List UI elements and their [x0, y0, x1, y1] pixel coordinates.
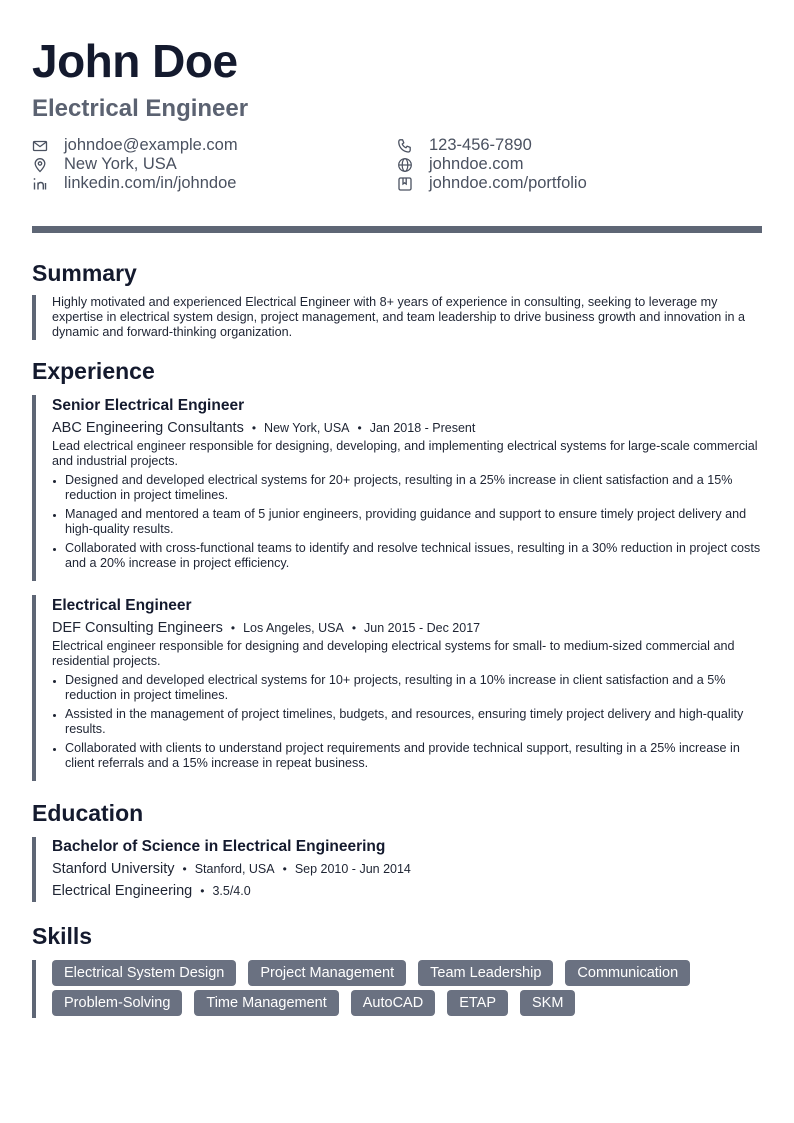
skill-tag: Problem-Solving [52, 990, 182, 1016]
separator-dot: • [351, 621, 357, 635]
achievement-item: Designed and developed electrical systems for 20+ projects, resulting in a 25% increase in client satisfaction and a 15% reduction in project timelines. [52, 473, 762, 503]
mail-icon [32, 138, 48, 154]
contact-location [32, 155, 397, 174]
summary-text: Highly motivated and experienced Electrical Engineer with 8+ years of experience in consulting, seeking to leverage my expertise in electrical system design, project management, and team leadership to drive business growth and innovation in a dynamic and forward-thinking organization. [52, 295, 746, 339]
job-entry [32, 395, 762, 581]
contact-website[interactable] [397, 155, 762, 174]
candidate-name: John Doe [32, 35, 238, 87]
contact-text: johndoe.com [429, 155, 524, 173]
skill-tag: SKM [520, 990, 575, 1016]
candidate-role: Electrical Engineer [32, 95, 249, 122]
separator-dot: • [282, 862, 287, 876]
contact-email[interactable] [32, 136, 397, 155]
job-location: Los Angeles, USA [243, 621, 344, 635]
separator-dot: • [251, 421, 257, 435]
job-description: Lead electrical engineer responsible for designing, developing, and implementing electrical systems for large-scale commercial and industrial projects. [52, 439, 758, 468]
portfolio-icon [397, 176, 413, 192]
contact-text: 123-456-7890 [429, 136, 532, 154]
contact-phone[interactable] [397, 136, 762, 155]
experience-section [32, 357, 762, 781]
job-meta [52, 419, 762, 437]
resume-page [32, 34, 762, 1018]
contact-text: johndoe@example.com [64, 136, 238, 154]
achievement-item: Collaborated with clients to understand project requirements and provide technical support, resulting in a 25% increase in client referrals and a 15% increase in repeat business. [52, 741, 762, 771]
achievement-item: Managed and mentored a team of 5 junior engineers, providing guidance and support to ensure timely project delivery and high-quality results. [52, 507, 762, 537]
job-dates: Jan 2018 - Present [369, 421, 476, 435]
achievement-item: Assisted in the management of project timelines, budgets, and resources, ensuring timely project delivery and high-quality results. [52, 707, 762, 737]
separator-dot: • [182, 862, 187, 876]
skills-list [52, 960, 752, 1018]
contact-linkedin[interactable] [32, 174, 397, 193]
skills-section [32, 922, 762, 1018]
education-section [32, 799, 762, 902]
job-location: New York, USA [264, 421, 350, 435]
separator-dot: • [357, 421, 362, 435]
linkedin-icon [32, 176, 48, 192]
school-location: Stanford, USA [194, 862, 275, 876]
section-title: Education [32, 800, 144, 826]
skill-tag: Team Leadership [418, 960, 553, 986]
gpa: 3.5/4.0 [212, 884, 251, 898]
skill-tag: ETAP [447, 990, 508, 1016]
summary-block [32, 295, 762, 340]
school-name: Stanford University [52, 861, 175, 877]
skills-block [32, 960, 762, 1018]
education-entry [32, 837, 762, 902]
job-achievements [52, 473, 762, 571]
separator-dot: • [230, 621, 236, 635]
job-title: Electrical Engineer [52, 597, 192, 614]
skill-tag: Project Management [248, 960, 406, 986]
skill-tag: AutoCAD [351, 990, 435, 1016]
contact-text: linkedin.com/in/johndoe [64, 174, 237, 192]
education-meta [52, 860, 762, 878]
company-name: ABC Engineering Consultants [52, 420, 244, 436]
contact-portfolio[interactable] [397, 174, 762, 193]
job-dates: Jun 2015 - Dec 2017 [364, 621, 481, 635]
education-field-row [52, 882, 762, 900]
contact-text: johndoe.com/portfolio [429, 174, 587, 192]
degree-title: Bachelor of Science in Electrical Engineering [52, 838, 386, 855]
section-title: Skills [32, 923, 93, 949]
header-divider [32, 226, 762, 233]
separator-dot: • [200, 884, 205, 898]
phone-icon [397, 138, 413, 154]
job-meta [52, 619, 762, 637]
section-title: Experience [32, 358, 155, 384]
skill-tag: Electrical System Design [52, 960, 236, 986]
job-achievements [52, 673, 762, 771]
contact-text: New York, USA [64, 155, 177, 173]
summary-section [32, 259, 762, 340]
contact-list [32, 136, 762, 193]
education-dates: Sep 2010 - Jun 2014 [294, 862, 411, 876]
globe-icon [397, 157, 413, 173]
job-title: Senior Electrical Engineer [52, 397, 245, 414]
achievement-item: Collaborated with cross-functional teams to identify and resolve technical issues, resulting in a 30% reduction in project costs and a 20% increase in project efficiency. [52, 541, 762, 571]
section-title: Summary [32, 260, 137, 286]
job-description: Electrical engineer responsible for designing and developing electrical systems for small- to medium-sized commercial and residential projects. [52, 639, 735, 668]
achievement-item: Designed and developed electrical systems for 10+ projects, resulting in a 10% increase in client satisfaction and a 5% reduction in project timelines. [52, 673, 762, 703]
location-pin-icon [32, 157, 48, 173]
job-entry [32, 595, 762, 781]
company-name: DEF Consulting Engineers [52, 620, 223, 636]
field-of-study: Electrical Engineering [52, 883, 193, 899]
skill-tag: Communication [565, 960, 690, 986]
skill-tag: Time Management [194, 990, 338, 1016]
